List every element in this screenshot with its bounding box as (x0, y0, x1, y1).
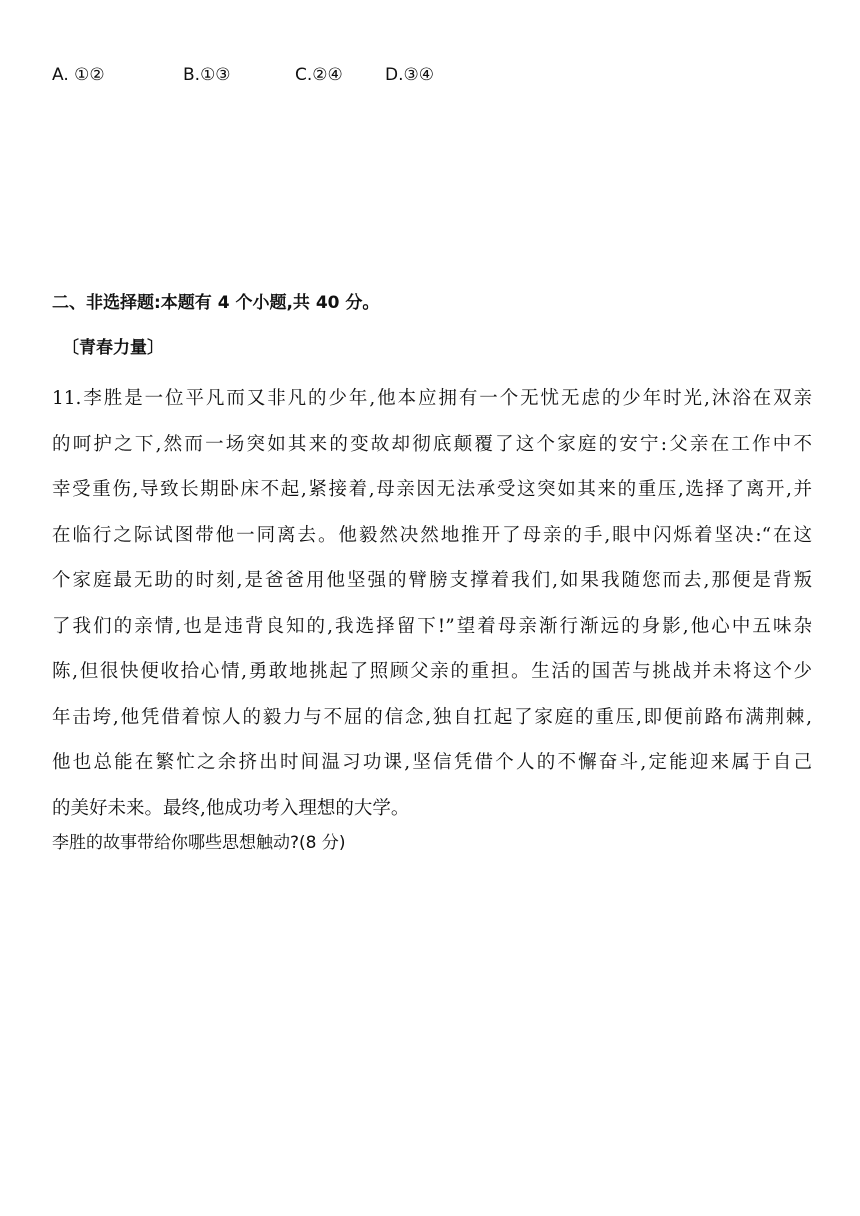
passage-line: 幸受重伤,导致长期卧床不起,紧接着,母亲因无法承受这突如其来的重压,选择了离开,并 (52, 479, 812, 500)
subtopic-title: 〔青春力量〕 (62, 338, 164, 358)
passage (52, 376, 812, 831)
passage-line: 他也总能在繁忙之余挤出时间温习功课,坚信凭借个人的不懈奋斗,定能迎来属于自己 (52, 752, 812, 773)
choice-c: C.②④ (295, 65, 343, 85)
question-prompt: 李胜的故事带给你哪些思想触动?(8 分) (52, 833, 346, 853)
passage-line: 个家庭最无助的时刻,是爸爸用他坚强的臂膀支撑着我们,如果我随您而去,那便是背叛 (52, 570, 812, 591)
passage-line: 11.李胜是一位平凡而又非凡的少年,他本应拥有一个无忧无虑的少年时光,沐浴在双亲 (52, 388, 812, 409)
choice-b: B.①③ (183, 65, 231, 85)
choice-d: D.③④ (385, 65, 434, 85)
passage-line: 了我们的亲情,也是违背良知的,我选择留下!”望着母亲渐行渐远的身影,他心中五味杂 (52, 615, 812, 637)
passage-line: 的美好未来。最终,他成功考入理想的大学。 (52, 797, 410, 819)
passage-line: 年击垮,他凭借着惊人的毅力与不屈的信念,独自扛起了家庭的重压,即便前路布满荆棘, (52, 706, 812, 728)
choice-a: A. ①② (52, 65, 105, 85)
passage-line: 陈,但很快便收拾心情,勇敢地挑起了照顾父亲的重担。生活的国苦与挑战并未将这个少 (52, 661, 812, 682)
passage-line: 在临行之际试图带他一同离去。他毅然决然地推开了母亲的手,眼中闪烁着坚决:“在这 (52, 524, 812, 546)
passage-line: 的呵护之下,然而一场突如其来的变故却彻底颠覆了这个家庭的安宁:父亲在工作中不 (52, 433, 812, 455)
section-heading: 二、非选择题:本题有 4 个小题,共 40 分。 (52, 293, 380, 313)
